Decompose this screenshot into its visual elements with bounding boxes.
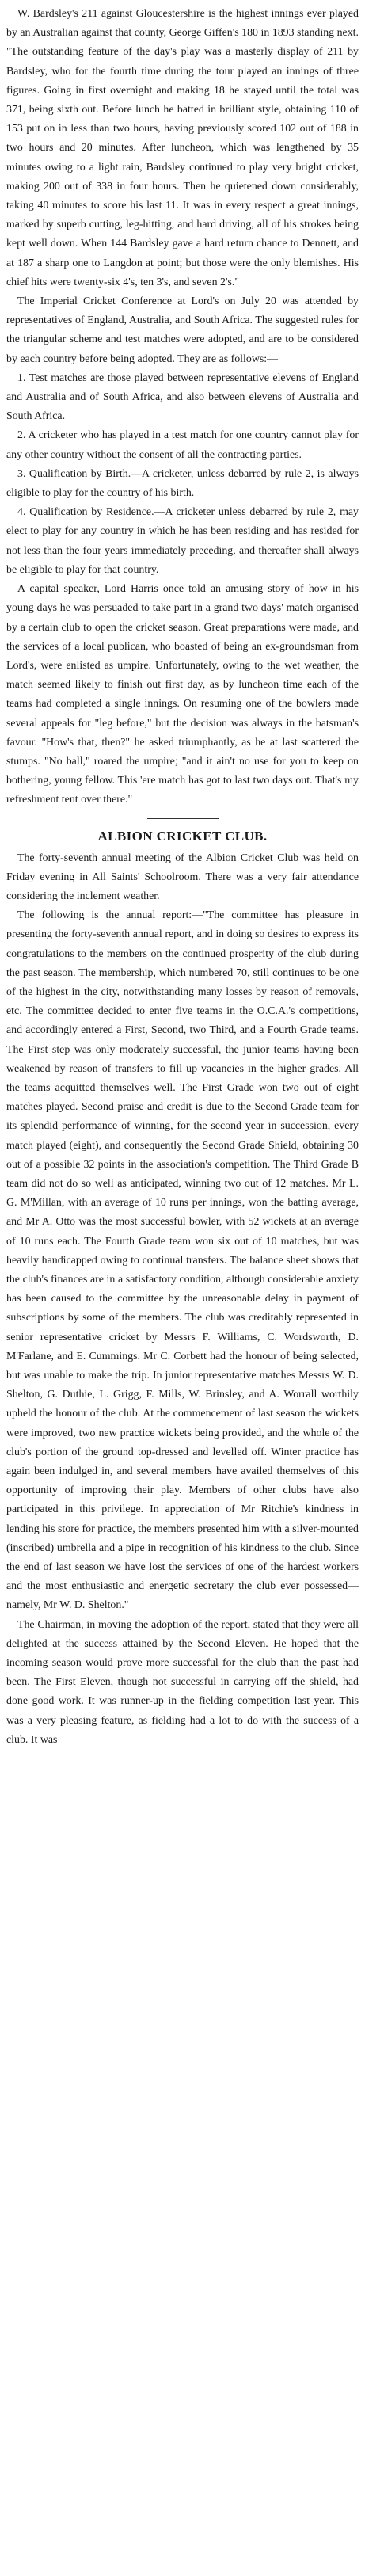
- article-heading: ALBION CRICKET CLUB.: [97, 828, 268, 844]
- albion-article: [6, 827, 359, 1751]
- rule-item: 2. A cricketer who has played in a test match for one country cannot play for any other country without the consent of all the contracting parties.: [6, 429, 359, 461]
- rule-item: 4. Qualification by Residence.—A cricketer unless debarred by rule 2, may elect to play for any country in which he has been residing and has resided for not less than the four years immediately preceding, and thereafter shall always be eligible to play for that country.: [6, 506, 359, 576]
- article-paragraph: The Imperial Cricket Conference at Lord's on July 20 was attended by representatives of England, Australia, and South Africa. The suggested rules for the triangular scheme and test matches were adopted, and are to be considered by each country before being adopted. They are as follows:—: [6, 295, 359, 365]
- article-paragraph: The forty-seventh annual meeting of the Albion Cricket Club was held on Friday evening in All Saints' Schoolroom. There was a very fair attendance considering the inclement weather.: [6, 852, 359, 902]
- article-paragraph: The following is the annual report:—"The committee has pleasure in presenting the forty-seventh annual report, and in doing so desires to express its congratulations to the members on the continued prosperity of the club during the past season. The membership, which numbered 70, still continues to be one of the highest in the city, notwithstanding many losses by reason of removals, etc. The committee decided to enter five teams in the O.C.A.'s competitions, and accordingly entered a First, Second, two Third, and a Fourth Grade teams. The First step was only moderately successful, the junior teams having been weakened by reason of transfers to fill up vacancies in the higher grades. All the teams acquitted themselves well. The First Grade won two out of eight matches played. Second praise and credit is due to the Second Grade team for its splendid performance of winning, for the second year in succession, every match played (eight), and consequently the Second Grade Shield, obtaining 30 out of a possible 32 points in the association's competition. The Third Grade B team did not do so well as anticipated, winning two out of 12 matches. Mr L. G. M'Millan, with an average of 10 runs per innings, won the batting average, and Mr A. Otto was the most successful bowler, with 52 wickets at an average of 10 runs each. The Fourth Grade team won six out of 10 matches, but was heavily handicapped owing to continual transfers. The balance sheet shows that the club's finances are in a satisfactory condition, although considerable anxiety has been caused to the committee by the unreasonable delay in payment of subscriptions by some of the members. The club was creditably represented in senior representative cricket by Messrs F. Williams, C. Wordsworth, D. M'Farlane, and E. Cummings. Mr C. Corbett had the honour of being selected, but was unable to make the trip. In junior representative matches Messrs W. D. Shelton, G. Duthie, L. Grigg, F. Mills, W. Brinsley, and A. Worrall worthily upheld the honour of the club. At the commencement of last season the wickets were improved, two new practice wickets being provided, and the whole of the club's portion of the ground top-dressed and levelled off. Winter practice has again been indulged in, and several members have availed themselves of this opportunity of improving their play. Members of other clubs have also participated in this privilege. In appreciation of Mr Ritchie's kindness in lending his store for practice, the members presented him with a silver-mounted (inscribed) umbrella and a pipe in recognition of his kindness to the club. Since the end of last season we have lost the services of one of the hardest workers and the most enthusiastic and energetic secretary the club ever possessed—namely, Mr W. D. Shelton.": [6, 909, 359, 1612]
- article-paragraph: A capital speaker, Lord Harris once told an amusing story of how in his young days he was persuaded to take part in a grand two days' match organised by a certain club to open the cricket season. Great preparations were made, and the services of a local publican, who boasted of being an ex-groundsman from Lord's, were enlisted as umpire. Unfortunately, owing to the wet weather, the match seemed likely to finish out first day, as by luncheon time each of the teams had completed a single innings. On resuming one of the bowlers made several appeals for "leg before," but the decision was always in the batsman's favour. "How's that, then?" he asked triumphantly, as he at last scattered the stumps. "No ball," roared the umpire; "and it ain't no use for you to keep on bothering, young fellow. This 'ere match has got to last two days out. That's my refreshment tent over there.": [6, 583, 359, 806]
- bardsley-article: [6, 5, 359, 810]
- article-paragraph: The Chairman, in moving the adoption of the report, stated that they were all delighted at the success attained by the Second Eleven. He hoped that the incoming season would prove more successful for the club than the past had been. The First Eleven, though not successful in carrying off the shield, had done good work. It was runner-up in the fielding competition last year. This was a very pleasing feature, as fielding had a lot to do with the success of a club. It was: [6, 1618, 359, 1746]
- article-paragraph: W. Bardsley's 211 against Gloucestershire is the highest innings ever played by an Australian against that county, George Giffen's 180 in 1893 standing next. "The outstanding feature of the day's play was a masterly display of 211 by Bardsley, who for the fourth time during the tour played an innings of three figures. Going in first overnight and making 18 he stayed until the total was 371, being sixth out. Before lunch he batted in brilliant style, obtaining 110 of 153 put on in less than two hours, having previously scored 102 out of 188 in two hours and 20 minutes. After luncheon, which was lengthened by 35 minutes owing to a light rain, Bardsley continued to play very bright cricket, making 200 out of 338 in four hours. Then he quietened down considerably, taking 40 minutes to score his last 11. It was in every respect a great innings, marked by superb cutting, leg-hitting, and hard driving, all of his strokes being kept well down. When 144 Bardsley gave a hard return chance to Dennett, and at 187 a sharp one to Langdon at point; but those were the only blemishes. His chief hits were twenty-six 4's, ten 3's, and seven 2's.": [6, 8, 359, 288]
- rule-item: 1. Test matches are those played between representative elevens of England and Australia and of South Africa, and also between elevens of Australia and South Africa.: [6, 372, 359, 423]
- section-divider: [147, 818, 219, 819]
- text-column: [6, 5, 359, 1750]
- rule-item: 3. Qualification by Birth.—A cricketer, unless debarred by rule 2, is always eligible to play for the country of his birth.: [6, 467, 359, 500]
